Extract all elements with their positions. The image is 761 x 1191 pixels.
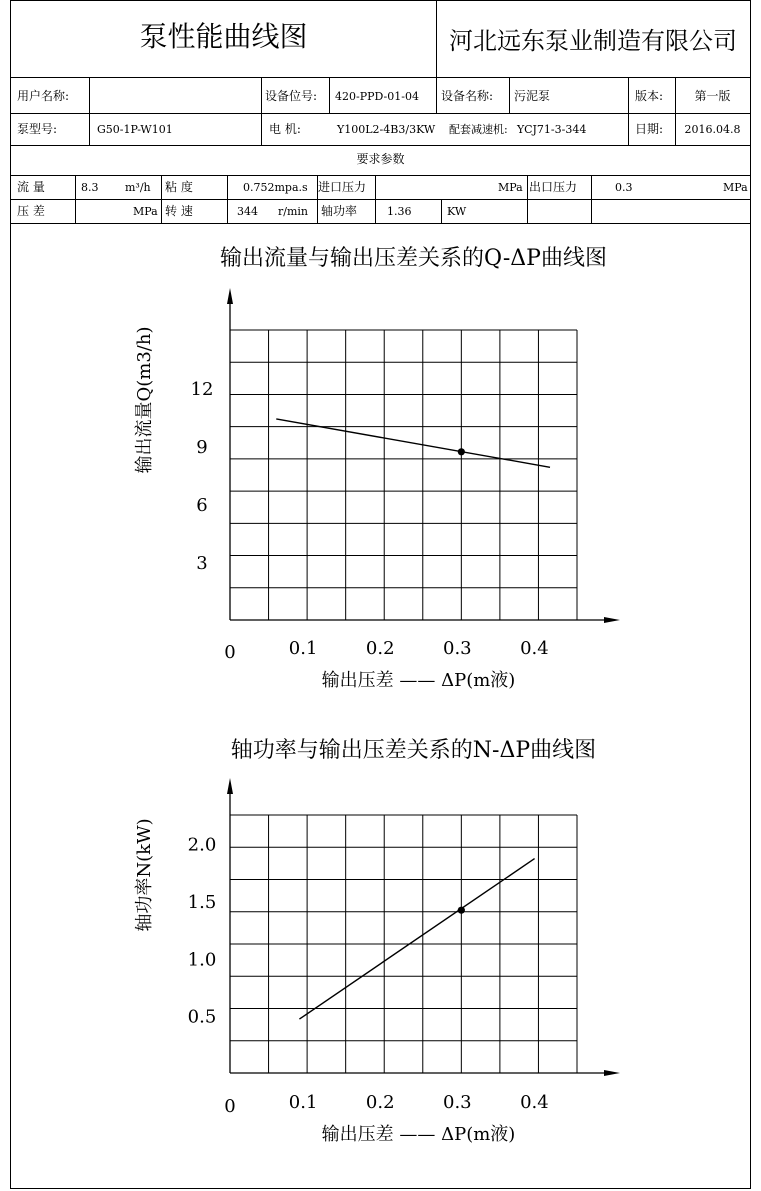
x-tick-label: 0.1	[288, 1092, 318, 1113]
device-no-label: 设备位号:	[265, 89, 318, 103]
device-name-label: 设备名称:	[441, 89, 494, 103]
y-tick-label: 1.0	[187, 949, 217, 971]
y-axis-label: 轴功率N(kW)	[134, 818, 155, 932]
operating-point	[458, 907, 465, 914]
version-value: 第一版	[694, 89, 731, 103]
motor-value: Y100L2-4B3/3KW	[337, 123, 436, 136]
device-name-value: 污泥泵	[514, 89, 551, 103]
y-axis-label: 输出流量Q(m3/h)	[134, 326, 155, 474]
user-label: 用户名称:	[17, 89, 70, 103]
viscosity-label: 粘 度	[165, 180, 193, 194]
x-tick-label: 0.4	[520, 1092, 549, 1113]
outlet-unit: MPa	[723, 181, 748, 194]
flow-value: 8.3	[81, 181, 99, 194]
flow-label: 流 量	[17, 180, 45, 194]
diff-label: 压 差	[17, 204, 45, 218]
x-origin-label: 0	[224, 1096, 236, 1117]
power-unit: KW	[447, 205, 467, 218]
pump-type-label: 泵型号:	[17, 122, 58, 136]
motor-label: 电 机:	[269, 122, 301, 136]
y-tick-label: 0.5	[187, 1006, 217, 1028]
x-axis-label: 输出压差 —— ΔP(m液)	[321, 1124, 516, 1145]
y-tick-label: 3	[196, 553, 208, 574]
date-label: 日期:	[635, 122, 664, 136]
x-tick-label: 0.1	[288, 638, 318, 659]
y-tick-label: 12	[190, 379, 214, 400]
y-axis-arrow	[227, 778, 233, 794]
x-tick-label: 0.4	[520, 638, 549, 659]
sheet-title: 泵性能曲线图	[139, 20, 308, 53]
outlet-value: 0.3	[615, 181, 633, 194]
x-tick-label: 0.3	[443, 638, 472, 659]
inlet-unit: MPa	[498, 181, 523, 194]
y-tick-label: 6	[196, 495, 208, 516]
power-value: 1.36	[387, 205, 412, 218]
y-tick-label: 2.0	[187, 834, 217, 856]
pump-type-value: G50-1P-W101	[97, 123, 173, 136]
requirements-heading: 要求参数	[356, 152, 405, 166]
flow-unit: m³/h	[125, 181, 151, 194]
x-tick-label: 0.3	[443, 1092, 472, 1113]
y-tick-label: 1.5	[187, 892, 217, 913]
version-label: 版本:	[635, 89, 664, 103]
x-axis-label: 输出压差 —— ΔP(m液)	[321, 670, 516, 691]
reducer-value: YCJ71-3-344	[517, 123, 587, 136]
x-tick-label: 0.2	[365, 638, 395, 659]
reducer-label: 配套减速机:	[449, 123, 508, 136]
x-axis-arrow	[604, 617, 620, 623]
operating-point	[458, 448, 465, 455]
viscosity-value: 0.752mpa.s	[243, 181, 308, 194]
y-axis-arrow	[227, 288, 233, 304]
speed-label: 转 速	[165, 204, 193, 218]
chart-title: 输出流量与输出压差关系的Q-ΔP曲线图	[220, 246, 607, 271]
date-value: 2016.04.8	[684, 123, 741, 136]
chart-title: 轴功率与输出压差关系的N-ΔP曲线图	[230, 738, 597, 763]
y-tick-label: 9	[196, 437, 208, 458]
inlet-label: 进口压力	[318, 180, 367, 194]
device-no-value: 420-PPD-01-04	[335, 90, 419, 103]
x-tick-label: 0.2	[365, 1092, 395, 1113]
company-name: 河北远东泵业制造有限公司	[449, 27, 737, 55]
speed-value: 344	[237, 205, 258, 218]
diff-unit: MPa	[133, 205, 158, 218]
x-axis-arrow	[604, 1070, 620, 1076]
outlet-label: 出口压力	[529, 180, 578, 194]
x-origin-label: 0	[224, 642, 236, 663]
speed-unit: r/min	[278, 205, 308, 218]
power-label: 轴功率	[321, 204, 358, 218]
series-line	[299, 859, 534, 1020]
